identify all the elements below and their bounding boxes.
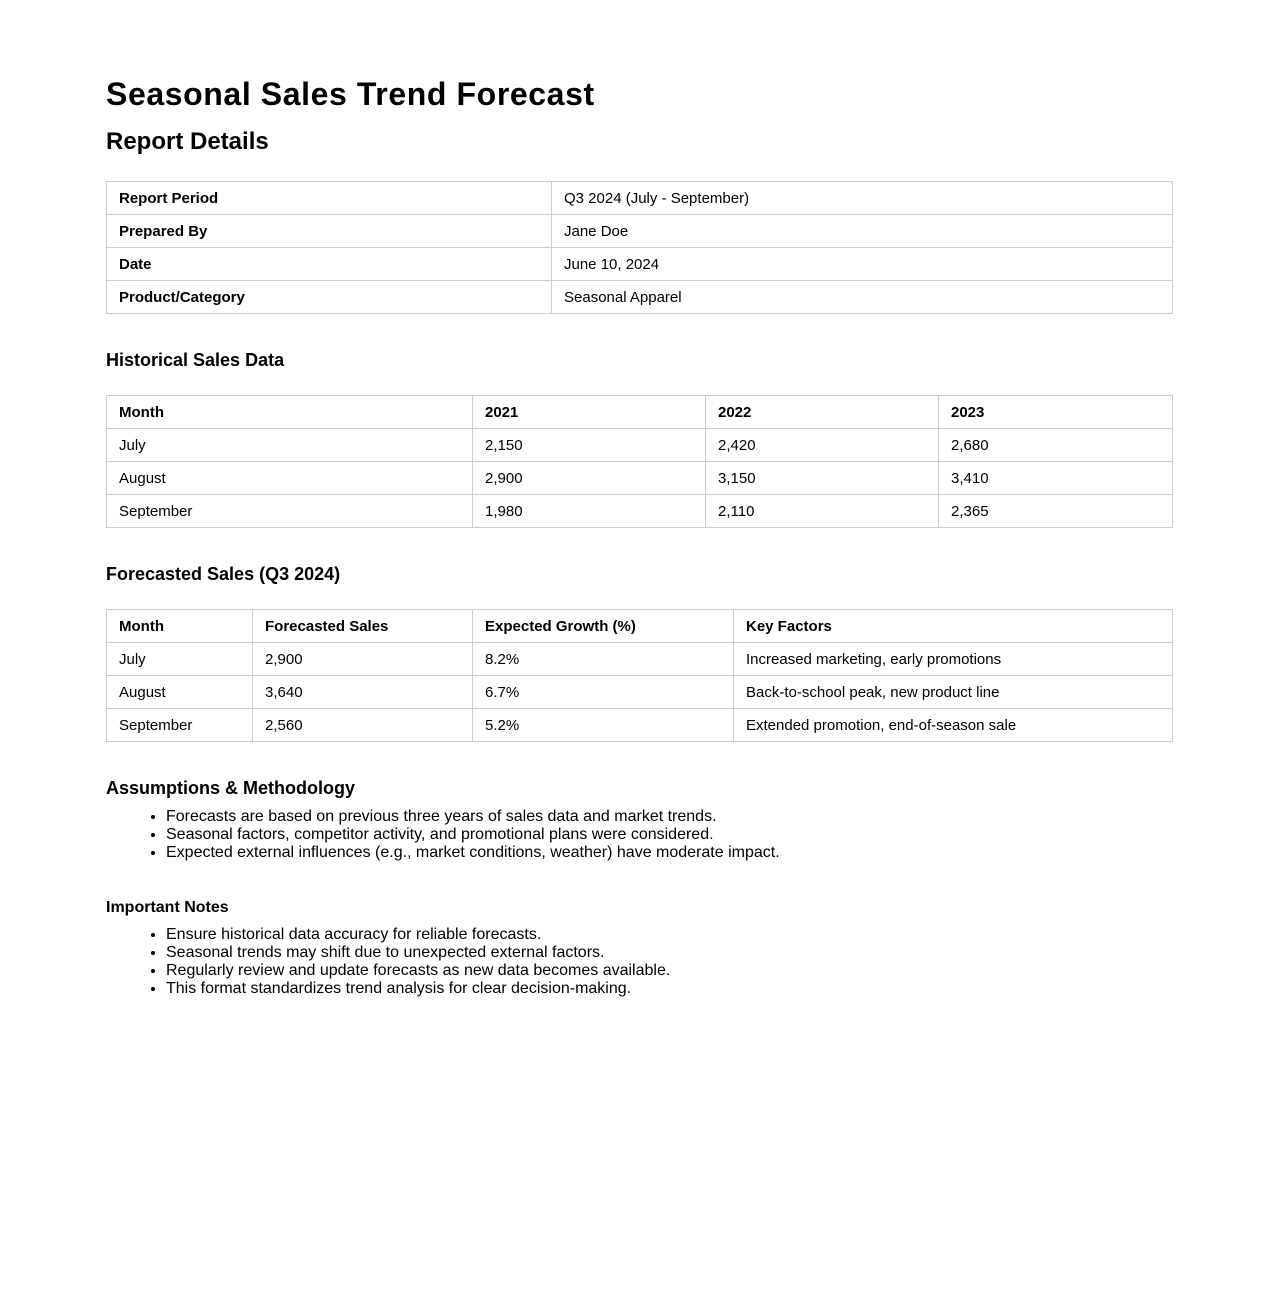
column-header: Month	[107, 396, 473, 429]
forecast-sales-heading: Forecasted Sales (Q3 2024)	[106, 564, 341, 584]
table-cell: 2,420	[706, 429, 939, 462]
column-header: 2022	[706, 396, 939, 429]
forecast-sales-table	[106, 609, 1173, 742]
table-row	[107, 643, 1173, 676]
column-header: Key Factors	[734, 610, 1173, 643]
table-cell: August	[107, 462, 473, 495]
detail-value: Q3 2024 (July - September)	[552, 182, 1173, 215]
table-row	[107, 248, 1173, 281]
table-cell: 8.2%	[473, 643, 734, 676]
table-row	[107, 182, 1173, 215]
list-item: • Expected external influences (e.g., market conditions, weather) have moderate impact.	[166, 844, 780, 862]
table-row	[107, 281, 1173, 314]
table-cell: 5.2%	[473, 709, 734, 742]
detail-label: Prepared By	[107, 215, 552, 248]
table-cell: Extended promotion, end-of-season sale	[734, 709, 1173, 742]
notes-list	[106, 926, 670, 998]
table-cell: 2,150	[473, 429, 706, 462]
table-row	[107, 676, 1173, 709]
table-cell: 2,560	[253, 709, 473, 742]
list-item: • Ensure historical data accuracy for reliable forecasts.	[166, 926, 670, 944]
page-title: Seasonal Sales Trend Forecast	[106, 76, 595, 112]
column-header: 2021	[473, 396, 706, 429]
assumptions-list	[106, 808, 780, 862]
assumptions-heading: Assumptions & Methodology	[106, 778, 355, 798]
table-cell: 2,900	[473, 462, 706, 495]
list-item: • Seasonal trends may shift due to unexpected external factors.	[166, 944, 670, 962]
detail-label: Report Period	[107, 182, 552, 215]
list-item: • This format standardizes trend analysis for clear decision-making.	[166, 980, 670, 998]
table-header-row	[107, 396, 1173, 429]
table-header-row	[107, 610, 1173, 643]
detail-value: Jane Doe	[552, 215, 1173, 248]
detail-value: June 10, 2024	[552, 248, 1173, 281]
historical-sales-heading: Historical Sales Data	[106, 350, 285, 370]
table-cell: July	[107, 643, 253, 676]
table-cell: 3,150	[706, 462, 939, 495]
list-item: • Regularly review and update forecasts as new data becomes available.	[166, 962, 670, 980]
table-row	[107, 709, 1173, 742]
table-cell: 2,680	[939, 429, 1173, 462]
table-cell: August	[107, 676, 253, 709]
table-cell: 3,640	[253, 676, 473, 709]
table-row	[107, 462, 1173, 495]
detail-label: Date	[107, 248, 552, 281]
table-cell: July	[107, 429, 473, 462]
detail-label: Product/Category	[107, 281, 552, 314]
report-details-heading: Report Details	[106, 128, 269, 155]
table-row	[107, 429, 1173, 462]
table-cell: Increased marketing, early promotions	[734, 643, 1173, 676]
table-cell: 2,365	[939, 495, 1173, 528]
table-cell: Back-to-school peak, new product line	[734, 676, 1173, 709]
column-header: Expected Growth (%)	[473, 610, 734, 643]
table-row	[107, 495, 1173, 528]
column-header: Month	[107, 610, 253, 643]
list-item: • Forecasts are based on previous three years of sales data and market trends.	[166, 808, 780, 826]
table-cell: September	[107, 495, 473, 528]
historical-sales-table	[106, 395, 1173, 528]
table-cell: 1,980	[473, 495, 706, 528]
report-details-table	[106, 181, 1173, 314]
table-cell: September	[107, 709, 253, 742]
list-item: • Seasonal factors, competitor activity, and promotional plans were considered.	[166, 826, 780, 844]
important-notes-heading: Important Notes	[106, 899, 229, 916]
table-row	[107, 215, 1173, 248]
detail-value: Seasonal Apparel	[552, 281, 1173, 314]
table-cell: 3,410	[939, 462, 1173, 495]
table-cell: 2,110	[706, 495, 939, 528]
table-cell: 2,900	[253, 643, 473, 676]
column-header: 2023	[939, 396, 1173, 429]
column-header: Forecasted Sales	[253, 610, 473, 643]
table-cell: 6.7%	[473, 676, 734, 709]
